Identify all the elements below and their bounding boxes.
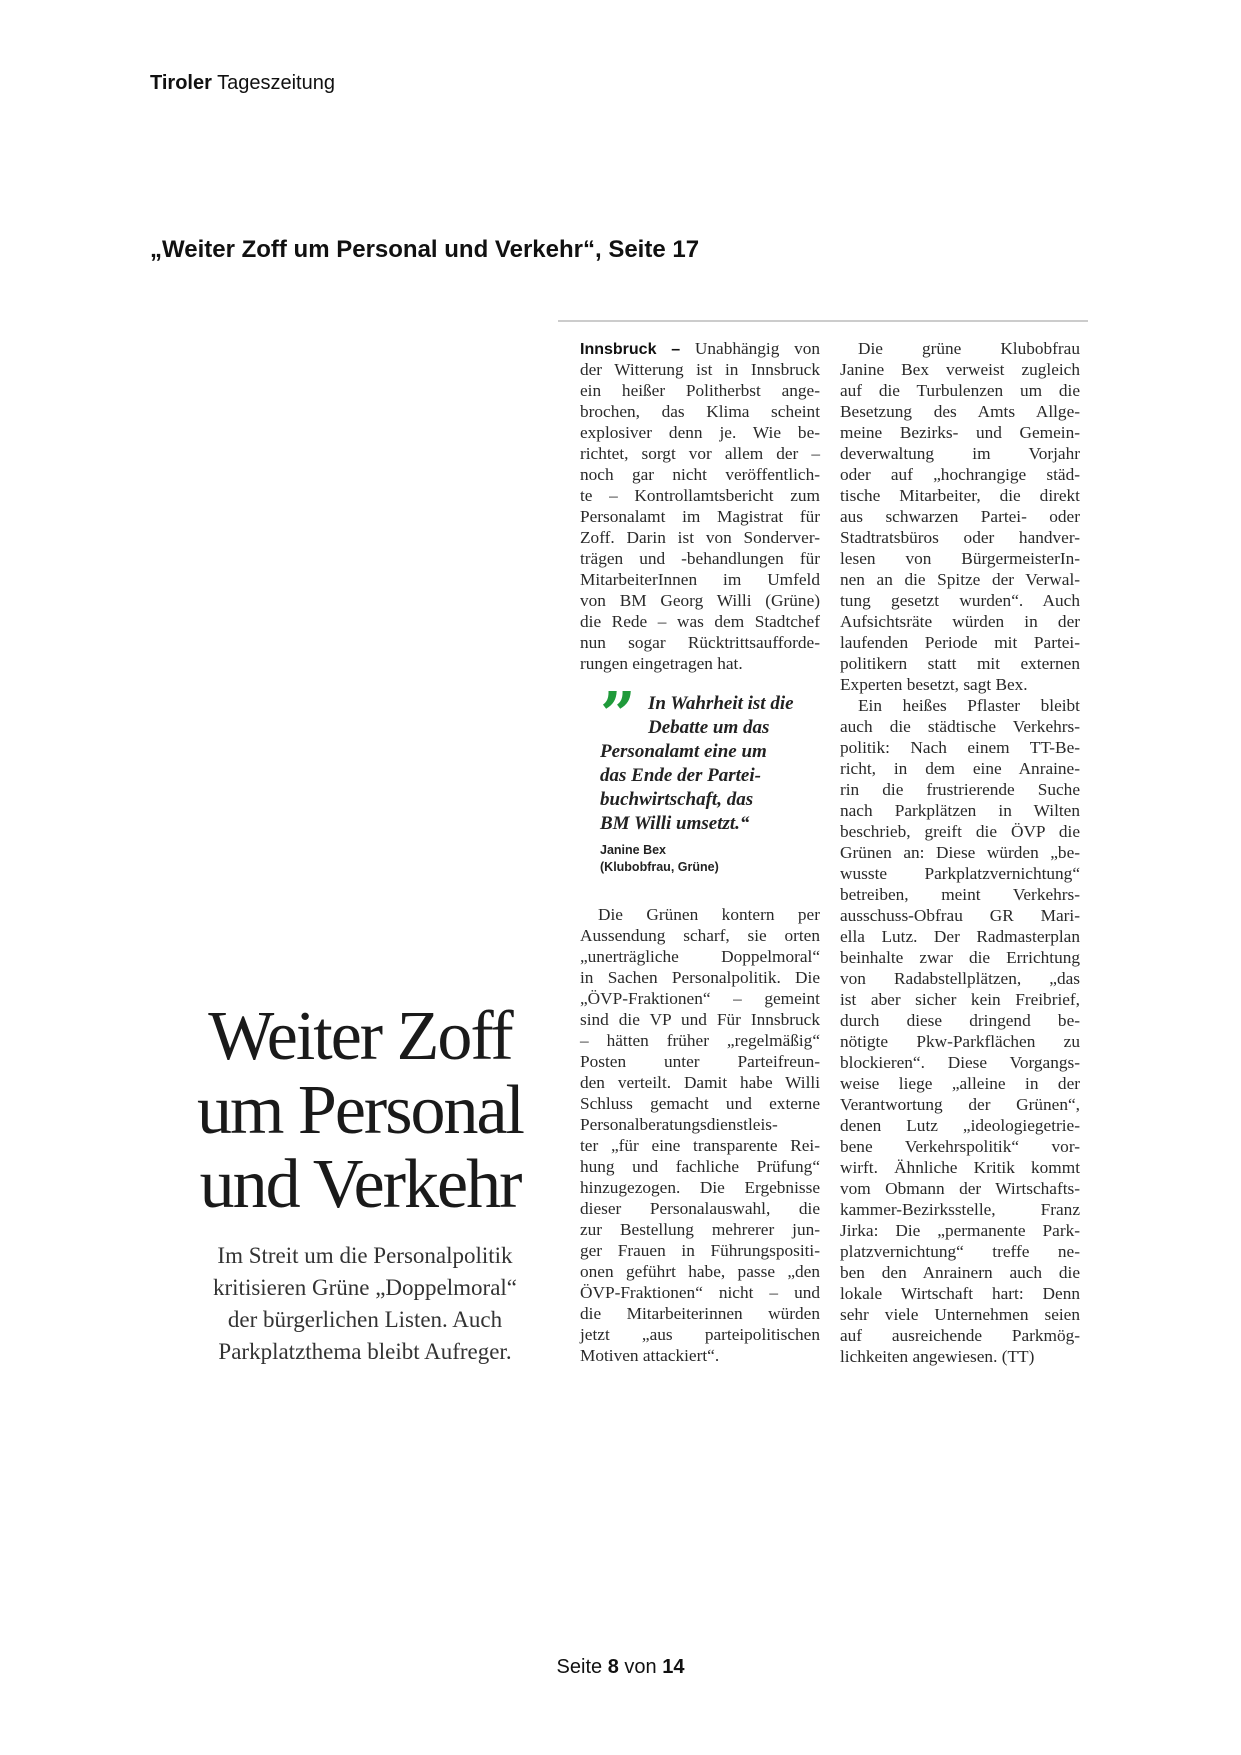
text-line: ger Frauen in Führungspositi- (580, 1241, 820, 1260)
text-line: aus schwarzen Partei- oder (840, 507, 1080, 526)
text-line: auf die Turbulenzen um die (840, 381, 1080, 400)
quote-mark-icon: ” (600, 678, 636, 751)
text-line: Die grüne Klubobfrau (858, 339, 1080, 358)
text-line: explosiver denn je. Wie be- (580, 423, 820, 442)
text-line: blockieren“. Diese Vorgangs- (840, 1053, 1080, 1072)
divider (558, 320, 1088, 322)
column-1-body (580, 904, 820, 1366)
text-line: Experten besetzt, sagt Bex. (840, 675, 1028, 694)
text-line: bene Verkehrspolitik“ vor- (840, 1137, 1080, 1156)
text-line: Motiven attackiert“. (580, 1346, 720, 1365)
text-line: platzvernichtung“ treffe ne- (840, 1242, 1080, 1261)
text-line: dieser Personalauswahl, die (580, 1199, 820, 1218)
text-line: jetzt „aus parteipolitischen (580, 1325, 820, 1344)
text-line: in Sachen Personalpolitik. Die (580, 968, 820, 987)
subheadline-line: Im Streit um die Personalpolitik (217, 1243, 513, 1268)
quote-author: Janine Bex (600, 843, 667, 857)
headline-line: um Personal (196, 1072, 524, 1149)
page-footer (0, 1656, 1241, 1679)
text-line: lichkeiten angewiesen. (TT) (840, 1347, 1035, 1366)
publication-name (150, 72, 335, 95)
text-line: politikern statt mit externen (840, 654, 1080, 673)
text-line: „unerträgliche Doppelmoral“ (580, 947, 820, 966)
publication-name-bold: Tiroler (150, 72, 212, 94)
quote-line: BM Willi umsetzt.“ (600, 813, 750, 834)
pull-quote (600, 678, 830, 876)
subheadline-line: Parkplatzthema bleibt Aufreger. (218, 1339, 512, 1364)
text-line: beschrieb, greift die ÖVP die (840, 822, 1080, 841)
column-1-intro (580, 338, 820, 674)
text-line: denen Lutz „ideologiegetrie- (840, 1116, 1080, 1135)
text-line: Stadtratsbüros oder handver- (840, 528, 1080, 547)
text-line: lokale Wirtschaft hart: Denn (840, 1284, 1080, 1303)
text-line-start: Unabhängig von (680, 339, 821, 358)
text-line: onen geführt habe, passe „den (580, 1262, 820, 1281)
text-line: trägen und -behandlungen für (580, 549, 820, 568)
text-line: kammer-Bezirksstelle, Franz (840, 1200, 1080, 1219)
text-line: weise liege „alleine in der (840, 1074, 1080, 1093)
text-line: Ein heißes Pflaster bleibt (858, 696, 1080, 715)
text-line: wusste Parkplatzvernichtung“ (840, 864, 1080, 883)
text-line: sind die VP und Für Innsbruck (580, 1010, 820, 1029)
text-line: tische Mitarbeiter, die direkt (840, 486, 1080, 505)
text-line: sehr viele Unternehmen seien (840, 1305, 1080, 1324)
text-line: betreiben, meint Verkehrs- (840, 885, 1080, 904)
text-line: ella Lutz. Der Radmasterplan (840, 927, 1080, 946)
text-line: ben den Anrainern auch die (840, 1263, 1080, 1282)
text-line: auf ausreichende Parkmög- (840, 1326, 1080, 1345)
text-line: nun sogar Rücktrittsaufforde- (580, 633, 820, 652)
quote-line: Debatte um das (648, 717, 770, 738)
text-line: Die Grünen kontern per (598, 905, 820, 924)
text-line: nach Parkplätzen in Wilten (840, 801, 1080, 820)
text-line: nen an die Spitze der Verwal- (840, 570, 1080, 589)
text-line: Jirka: Die „permanente Park- (840, 1221, 1080, 1240)
text-line: von BM Georg Willi (Grüne) (580, 591, 820, 610)
text-line: hinzugezogen. Die Ergebnisse (580, 1178, 820, 1197)
text-line: die Rede – was dem Stadtchef (580, 612, 820, 631)
subheadline-line: der bürgerlichen Listen. Auch (227, 1307, 503, 1332)
text-line: deverwaltung im Vorjahr (840, 444, 1080, 463)
current-page: 8 (607, 1656, 619, 1678)
column-2-body (840, 338, 1080, 1367)
text-line: Grünen an: Diese würden „be- (840, 843, 1080, 862)
quote-author-role: (Klubobfrau, Grüne) (600, 860, 719, 874)
text-line: wirft. Ähnliche Kritik kommt (840, 1158, 1080, 1177)
text-line: Janine Bex verweist zugleich (840, 360, 1080, 379)
headline-line: Weiter Zoff (208, 998, 512, 1075)
text-line: Posten unter Parteifreun- (580, 1052, 820, 1071)
total-pages: 14 (662, 1656, 685, 1678)
quote-line: In Wahrheit ist die (648, 693, 794, 714)
text-line: noch gar nicht veröffentlich- (580, 465, 820, 484)
text-line: ter „für eine transparente Rei- (580, 1136, 820, 1155)
text-line: vom Obmann der Wirtschafts- (840, 1179, 1080, 1198)
text-line: MitarbeiterInnen im Umfeld (580, 570, 820, 589)
headline-line: und Verkehr (199, 1146, 521, 1223)
subheadline (180, 1240, 550, 1368)
text-line: von Radabstellplätzen, „das (840, 969, 1080, 988)
text-line (580, 338, 820, 359)
publication-name-rest: Tageszeitung (217, 72, 335, 94)
subheadline-line: kritisieren Grüne „Doppelmoral“ (213, 1275, 517, 1300)
text-line: brochen, das Klima scheint (580, 402, 820, 421)
text-line: „ÖVP-Fraktionen“ – gemeint (580, 989, 820, 1008)
text-line: beinhalte zwar die Errichtung (840, 948, 1080, 967)
text-line: meine Bezirks- und Gemein- (840, 423, 1080, 442)
text-line: Verantwortung der Grünen“, (840, 1095, 1080, 1114)
text-line: ein heißer Politherbst ange- (580, 381, 820, 400)
headline (175, 1000, 545, 1222)
text-line: – hätten früher „regelmäßig“ (580, 1031, 820, 1050)
text-line: hung und fachliche Prüfung“ (580, 1157, 820, 1176)
text-line: oder auf „hochrangige städ- (840, 465, 1080, 484)
text-line: Besetzung des Amts Allge- (840, 402, 1080, 421)
text-line: Schluss gemacht und externe (580, 1094, 820, 1113)
text-line: richt, in dem eine Anraine- (840, 759, 1080, 778)
article-reference: „Weiter Zoff um Personal und Verkehr“, Seite 17 (150, 236, 700, 263)
text-line: Aussendung scharf, sie orten (580, 926, 820, 945)
text-line: te – Kontrollamtsbericht zum (580, 486, 820, 505)
text-line: richtet, sorgt vor allem der – (580, 444, 820, 463)
text-line: ausschuss-Obfrau GR Mari- (840, 906, 1080, 925)
text-line: lesen von BürgermeisterIn- (840, 549, 1080, 568)
text-line: zur Bestellung mehrerer jun- (580, 1220, 820, 1239)
text-line: nötigte Pkw-Parkflächen zu (840, 1032, 1080, 1051)
text-line: auch die städtische Verkehrs- (840, 717, 1080, 736)
text-line: durch diese dringend be- (840, 1011, 1080, 1030)
text-line: Aufsichtsräte würden in der (840, 612, 1080, 631)
text-line: Personalberatungsdienstleis- (580, 1115, 778, 1134)
footer-middle: von (624, 1656, 657, 1678)
text-line: politik: Nach einem TT-Be- (840, 738, 1080, 757)
text-line: den verteilt. Damit habe Willi (580, 1073, 820, 1092)
text-line: ist aber sicher kein Freibrief, (840, 990, 1080, 1009)
text-line: laufenden Periode mit Partei- (840, 633, 1080, 652)
text-line: Personalamt im Magistrat für (580, 507, 820, 526)
text-line: rin die frustrierende Suche (840, 780, 1080, 799)
text-line: ÖVP-Fraktionen“ nicht – und (580, 1283, 820, 1302)
text-line: die Mitarbeiterinnen würden (580, 1304, 820, 1323)
dateline: Innsbruck – (580, 341, 681, 358)
text-line: tung gesetzt wurden“. Auch (840, 591, 1080, 610)
text-line: Zoff. Darin ist von Sonderver- (580, 528, 820, 547)
footer-prefix: Seite (556, 1656, 603, 1678)
quote-line: buchwirtschaft, das (600, 789, 754, 810)
text-line: rungen eingetragen hat. (580, 654, 743, 673)
quote-line: Personalamt eine um (600, 741, 767, 762)
quote-line: das Ende der Partei- (600, 765, 761, 786)
text-line: der Witterung ist in Innsbruck (580, 360, 820, 379)
